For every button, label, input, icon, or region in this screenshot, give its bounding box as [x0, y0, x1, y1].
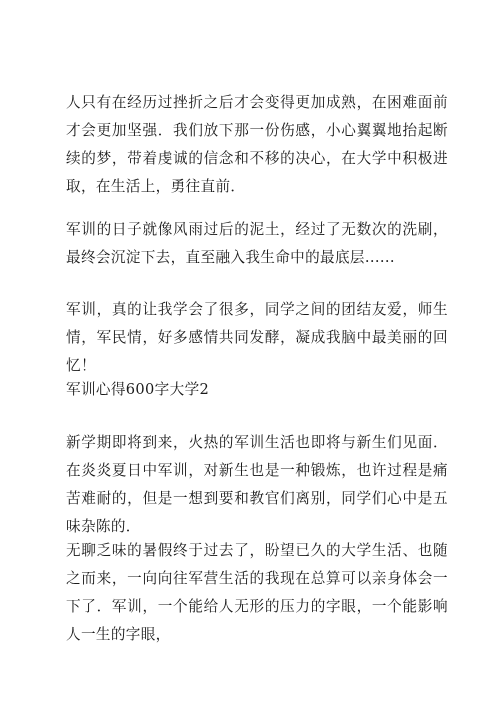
paragraph-5: 无聊乏味的暑假终于过去了，盼望已久的大学生活、也随之而来，一向向往军营生活的我现在总算可以亲身体会一下了．军训，一个能给人无形的压力的字眼，一个能影响人一生的字眼，	[66, 542, 448, 643]
paragraph-4: 新学期即将到来，火热的军训生活也即将与新生们见面．在炎炎夏日中军训，对新生也是一种锻炼，也许过程是痛苦难耐的，但是一想到要和教官们离别，同学们心中是五味杂陈的．	[66, 434, 448, 535]
section-heading: 军训心得600字大学2	[66, 381, 210, 398]
paragraph-3: 军训，真的让我学会了很多，同学之间的团结友爱，师生情，军民情，好多感情共同发酵，凝成我脑中最美丽的回忆！	[66, 301, 448, 374]
paragraph-1: 人只有在经历过挫折之后才会变得更加成熟，在困难面前才会更加坚强．我们放下那一份伤感，小心翼翼地抬起断续的梦，带着虔诚的信念和不移的决心，在大学中积极进取，在生活上，勇往直前．	[66, 94, 448, 195]
paragraph-2: 军训的日子就像风雨过后的泥土，经过了无数次的洗刷，最终会沉淀下去，直至融入我生命中的最底层......	[66, 221, 448, 266]
